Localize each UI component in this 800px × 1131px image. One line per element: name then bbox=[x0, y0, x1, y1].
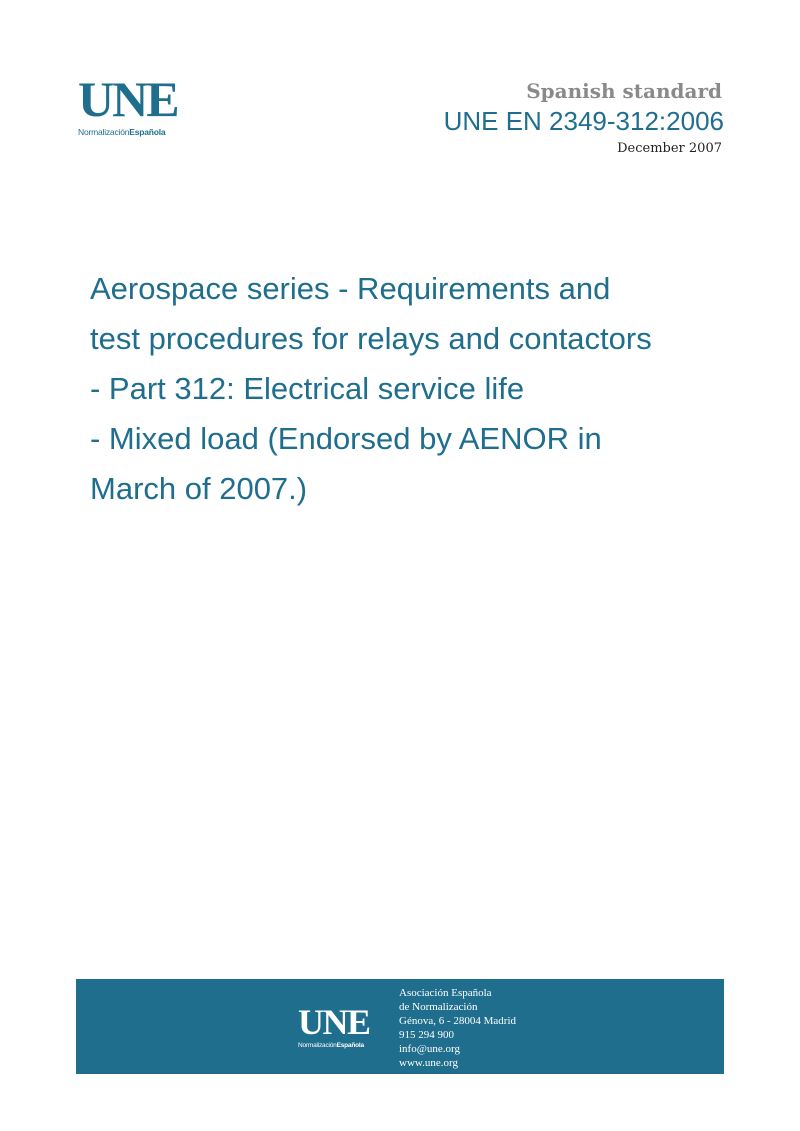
org-name-line: de Normalización bbox=[399, 1001, 478, 1013]
document-title bbox=[90, 264, 710, 514]
standard-code: UNE EN 2349-312:2006 bbox=[443, 106, 724, 136]
org-address: Génova, 6 - 28004 Madrid bbox=[399, 1015, 517, 1027]
document-kind: Spanish standard bbox=[526, 79, 722, 103]
publication-date: December 2007 bbox=[617, 141, 722, 156]
title-line: - Part 312: Electrical service life bbox=[90, 371, 525, 406]
footer-logo-subtitle-b: Española bbox=[336, 1042, 364, 1049]
une-logo-mark: UNE bbox=[78, 71, 178, 127]
title-line: March of 2007.) bbox=[90, 471, 308, 506]
org-email[interactable]: info@une.org bbox=[399, 1043, 460, 1055]
une-logo-subtitle bbox=[78, 127, 198, 137]
footer-logo-subtitle-a: Normalización bbox=[298, 1042, 337, 1049]
organization-contact bbox=[399, 986, 516, 1070]
footer-logo-subtitle bbox=[298, 1042, 370, 1049]
footer-logo-mark: UNE bbox=[298, 1002, 370, 1042]
org-website[interactable]: www.une.org bbox=[399, 1057, 458, 1069]
une-logo bbox=[78, 71, 198, 137]
title-line: test procedures for relays and contactors bbox=[90, 321, 652, 356]
org-phone: 915 294 900 bbox=[399, 1029, 454, 1041]
une-logo-subtitle-a: Normalización bbox=[78, 127, 130, 137]
standard-header bbox=[444, 78, 722, 160]
une-logo-subtitle-b: Española bbox=[129, 127, 166, 137]
footer-band bbox=[76, 979, 724, 1074]
title-line: - Mixed load (Endorsed by AENOR in bbox=[90, 421, 602, 456]
footer-une-logo bbox=[298, 1004, 370, 1049]
org-name-line: Asociación Española bbox=[399, 987, 492, 999]
title-line: Aerospace series - Requirements and bbox=[90, 271, 611, 306]
